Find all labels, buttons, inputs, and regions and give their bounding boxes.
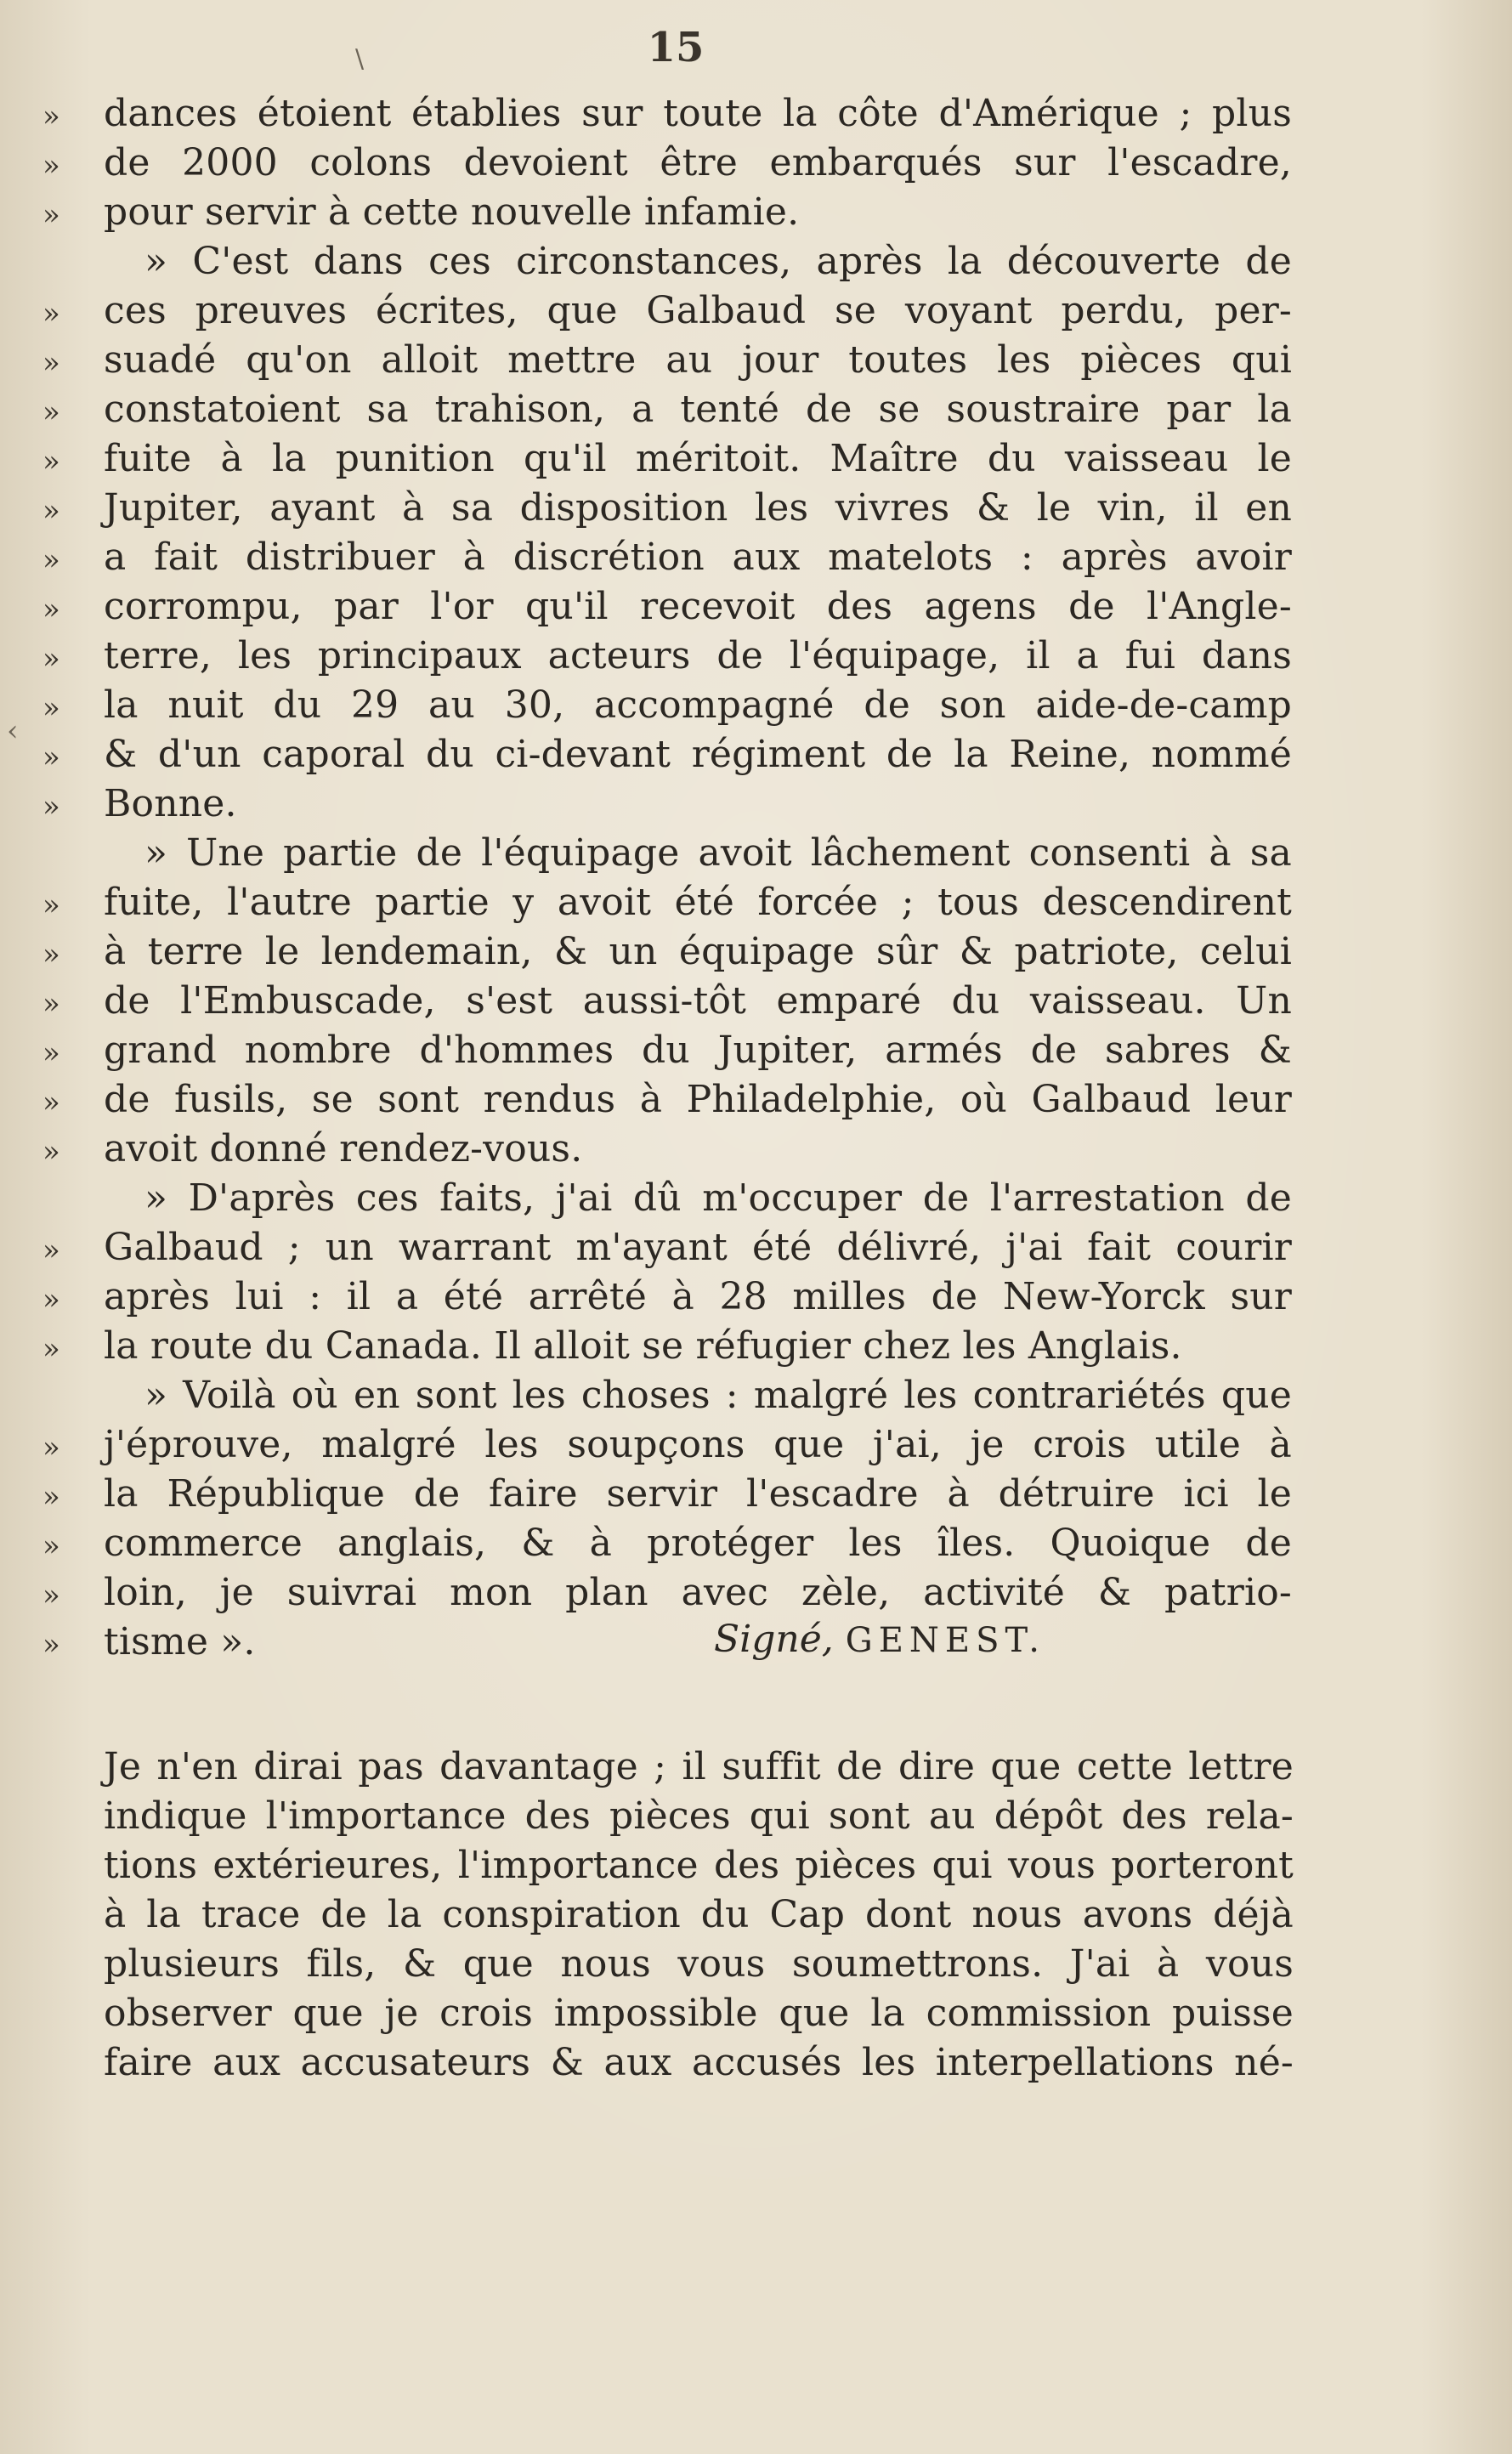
- text-line: [42, 582, 1292, 632]
- line-text: dances étoient établies sur toute la côte d'Amérique ; plus: [104, 92, 1292, 135]
- quote-mark: »: [42, 938, 59, 972]
- line-text: indique l'importance des pièces qui sont au dépôt des rela-: [104, 1794, 1294, 1838]
- quote-mark: »: [42, 888, 59, 922]
- text-line: [42, 1470, 1292, 1519]
- quote-mark: »: [42, 1529, 59, 1563]
- margin-mark: ‹: [7, 714, 19, 748]
- body-paragraph: [104, 1743, 1294, 2088]
- quote-mark: »: [42, 395, 59, 429]
- text-line: [42, 1125, 1292, 1174]
- line-text: grand nombre d'hommes du Jupiter, armés de sabres &: [104, 1029, 1292, 1072]
- text-line: [42, 188, 1292, 237]
- quote-mark: »: [42, 1332, 59, 1366]
- text-line: [42, 484, 1292, 533]
- text-line: [42, 632, 1292, 681]
- quote-mark: »: [42, 149, 59, 183]
- text-line: [42, 878, 1292, 927]
- quote-mark: »: [42, 99, 59, 133]
- text-line: [42, 434, 1292, 484]
- line-text: avoit donné rendez-vous.: [104, 1127, 583, 1170]
- quote-mark: »: [42, 740, 59, 774]
- quote-mark: »: [42, 1283, 59, 1317]
- line-text: après lui : il a été arrêté à 28 milles de New-Yorck sur: [104, 1275, 1292, 1318]
- text-line: [42, 730, 1292, 779]
- text-line: [104, 1890, 1294, 1940]
- line-text: Galbaud ; un warrant m'ayant été délivré, j'ai fait courir: [104, 1226, 1292, 1269]
- text-line: [104, 1743, 1294, 1792]
- line-text: observer que je crois impossible que la commission puisse: [104, 1992, 1294, 2035]
- text-line: [42, 1026, 1292, 1075]
- text-line: [104, 1940, 1294, 1989]
- text-line: [42, 681, 1292, 730]
- page-number: 15: [647, 24, 705, 71]
- line-text: à la trace de la conspiration du Cap dont nous avons déjà: [104, 1893, 1294, 1936]
- quote-mark: »: [42, 198, 59, 232]
- signer-name: GENEST.: [845, 1621, 1046, 1660]
- text-line: [42, 139, 1292, 188]
- line-text: » Voilà où en sont les choses : malgré les contrariétés que: [144, 1374, 1292, 1417]
- line-text: la nuit du 29 au 30, accompagné de son aide-de-camp: [104, 683, 1292, 727]
- quoted-letter: [42, 89, 1292, 1667]
- line-text: fuite à la punition qu'il méritoit. Maître du vaisseau le: [104, 437, 1292, 480]
- line-text: tisme ».: [104, 1620, 256, 1663]
- line-text: » D'après ces faits, j'ai dû m'occuper de l'arrestation de: [144, 1176, 1292, 1220]
- text-line: [42, 286, 1292, 336]
- line-text: à terre le lendemain, & un équipage sûr & patriote, celui: [104, 930, 1292, 973]
- text-line: [104, 2038, 1294, 2088]
- text-line: [42, 1568, 1292, 1618]
- text-line: [42, 1272, 1292, 1322]
- line-text: » C'est dans ces circonstances, après la découverte de: [144, 240, 1292, 283]
- line-text: plusieurs fils, & que nous vous soumettrons. J'ai à vous: [104, 1942, 1294, 1986]
- text-line: [42, 89, 1292, 139]
- quote-mark: »: [42, 1431, 59, 1465]
- line-text: constatoient sa trahison, a tenté de se soustraire par la: [104, 388, 1292, 431]
- quote-mark: »: [42, 1036, 59, 1070]
- line-text: terre, les principaux acteurs de l'équipage, il a fui dans: [104, 634, 1292, 677]
- text-line: [104, 1989, 1294, 2038]
- line-text: de l'Embuscade, s'est aussi-tôt emparé du vaisseau. Un: [104, 979, 1292, 1023]
- text-line: [42, 1075, 1292, 1125]
- quote-mark: »: [42, 691, 59, 725]
- text-line: [42, 829, 1292, 878]
- line-text: Bonne.: [104, 782, 237, 825]
- line-text: pour servir à cette nouvelle infamie.: [104, 190, 800, 234]
- text-line: [42, 385, 1292, 434]
- quote-mark: »: [42, 1480, 59, 1514]
- quote-mark: »: [42, 1578, 59, 1612]
- quote-mark: »: [42, 543, 59, 577]
- quote-mark: »: [42, 1135, 59, 1169]
- line-text: la République de faire servir l'escadre à détruire ici le: [104, 1472, 1292, 1516]
- text-line: [42, 1519, 1292, 1568]
- quote-mark: »: [42, 445, 59, 479]
- quote-mark: »: [42, 494, 59, 528]
- line-text: commerce anglais, & à protéger les îles. Quoique de: [104, 1522, 1292, 1565]
- stray-mark: \: [355, 44, 365, 74]
- text-line: [42, 977, 1292, 1026]
- line-text: la route du Canada. Il alloit se réfugier chez les Anglais.: [104, 1324, 1182, 1368]
- line-text: loin, je suivrai mon plan avec zèle, activité & patrio-: [104, 1571, 1292, 1614]
- line-text: fuite, l'autre partie y avoit été forcée ; tous descendirent: [104, 881, 1292, 924]
- text-line: [42, 779, 1292, 829]
- quote-mark: »: [42, 297, 59, 331]
- line-text: & d'un caporal du ci-devant régiment de la Reine, nommé: [104, 733, 1292, 776]
- line-text: Je n'en dirai pas davantage ; il suffit de dire que cette lettre: [104, 1745, 1294, 1788]
- quote-mark: »: [42, 592, 59, 626]
- signature-line: [42, 1618, 1292, 1667]
- signature: [714, 1618, 1045, 1661]
- line-text: corrompu, par l'or qu'il recevoit des agens de l'Angle-: [104, 585, 1292, 628]
- text-line: [42, 1174, 1292, 1223]
- quote-mark: »: [42, 642, 59, 676]
- quote-mark: »: [42, 790, 59, 824]
- line-text: ces preuves écrites, que Galbaud se voyant perdu, per-: [104, 289, 1292, 332]
- text-line: [104, 1792, 1294, 1841]
- quote-mark: »: [42, 1628, 59, 1662]
- text-line: [42, 1322, 1292, 1371]
- text-line: [42, 927, 1292, 977]
- line-text: a fait distribuer à discrétion aux matelots : après avoir: [104, 536, 1292, 579]
- line-text: » Une partie de l'équipage avoit lâchement consenti à sa: [144, 831, 1292, 875]
- signed-label: Signé,: [714, 1618, 834, 1661]
- text-line: [42, 533, 1292, 582]
- line-text: de 2000 colons devoient être embarqués sur l'escadre,: [104, 141, 1292, 184]
- text-line: [42, 237, 1292, 286]
- quote-mark: »: [42, 1233, 59, 1267]
- text-line: [42, 1371, 1292, 1420]
- line-text: faire aux accusateurs & aux accusés les interpellations né-: [104, 2041, 1294, 2084]
- line-text: suadé qu'on alloit mettre au jour toutes les pièces qui: [104, 338, 1292, 382]
- quote-mark: »: [42, 1085, 59, 1119]
- quote-mark: »: [42, 987, 59, 1021]
- text-line: [42, 1223, 1292, 1272]
- text-line: [42, 1420, 1292, 1470]
- quote-mark: »: [42, 346, 59, 380]
- line-text: j'éprouve, malgré les soupçons que j'ai, je crois utile à: [104, 1423, 1292, 1466]
- text-line: [42, 336, 1292, 385]
- line-text: tions extérieures, l'importance des pièces qui vous porteront: [104, 1844, 1294, 1887]
- line-text: de fusils, se sont rendus à Philadelphie, où Galbaud leur: [104, 1078, 1292, 1121]
- line-text: Jupiter, ayant à sa disposition les vivres & le vin, il en: [104, 486, 1292, 530]
- text-line: [104, 1841, 1294, 1890]
